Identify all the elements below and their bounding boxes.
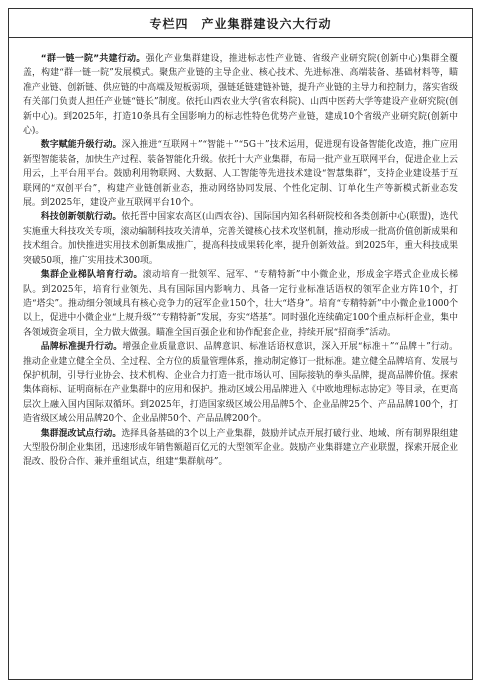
paragraph-text: 强化产业集群建设，推进标志性产业链、省级产业研究院(创新中心)集群全覆盖，构建“群一链一院”发展模式。聚焦产业链的主导企业、核心技术、先进标准、高端装备、基础材料等，瞄准产业链、创新链、供应链的中高端及短板弱项，强链延链建链补链，提升产业链的主导力和控制力，落实省级有关部门负责人担任产业链“链长”制度。依托山西农业大学(省农科院)、山西中医药大学等建设产业研究院(创新中心)。到2025年，打造10条具有全国影响力的标志性特色优势产业链，建成10个省级产业研究院(创新中心)。 bbox=[23, 54, 459, 137]
paragraph-text: 选择具备基础的3个以上产业集群，鼓励并试点开展打破行业、地域、所有制界限组建大型股份制企业集团，迅速形成年销售额超百亿元的大型领军企业。鼓励产业集群建立产业联盟，探索开展企业混改、股份合作、兼并重组试点，组建“集群航母”。 bbox=[23, 428, 458, 468]
paragraph-brand-standard bbox=[23, 340, 458, 426]
paragraph-tech-innovation bbox=[23, 210, 458, 268]
column-box bbox=[8, 8, 473, 680]
paragraph-lead: 集群企业梯队培育行动。 bbox=[40, 270, 143, 281]
paragraph-lead: 数字赋能升级行动。 bbox=[40, 140, 122, 151]
paragraph-group-chain-institute bbox=[23, 52, 458, 138]
paragraph-text: 滚动培育一批领军、冠军、“专精特新”中小微企业，形成金字塔式企业成长梯队。到2025年，培育行业领先、具有国际国内影响力、具备一定行业标准话语权的领军企业方阵10个，打造“塔尖”。推动细分领域具有核心竞争力的冠军企业150个，壮大“塔身”。培育“专精特新”中小微企业1000个以上，促进中小微企业“上规升级”“专精特新”发展，夯实“塔基”。同时强化连续确定100个重点标杆企业，集中各领域资金项目，全力做大做强。瞄准全国百强企业和协作配套企业，持续开展“招商季”活动。 bbox=[23, 270, 458, 338]
paragraph-text: 深入推进“互联网＋”“智能＋”“5G＋”技术运用，促进现有设备智能化改造，推广应用新型智能装备，加快生产过程、装备智能化升级。依托十大产业集群，布局一批产业互联网平台，促进企业上云用云，上平台用平台。鼓励利用物联网、大数据、人工智能等先进技术建设“智慧集群”，支持企业建设基于互联网的“双创平台”，构建产业链创新业态，推动网络协同发展、个性化定制、订单化生产等新模式新业态发展。到2025年，建设产业互联网平台10个。 bbox=[23, 140, 458, 209]
paragraph-enterprise-echelon bbox=[23, 268, 458, 340]
paragraph-lead: 集群混改试点行动。 bbox=[40, 428, 122, 439]
column-title: 专栏四 产业集群建设六大行动 bbox=[149, 16, 332, 31]
paragraph-lead: 科技创新领航行动。 bbox=[40, 212, 122, 223]
paragraph-text: 依托晋中国家农高区(山西农谷)、国际国内知名科研院校和各类创新中心(联盟)，选代实施重大科技攻关专项，滚动编制科技攻关清单，完善关键核心技术攻坚机制，推动形成一批高价值创新成果和技术组合。加快推进实用技术创新集成推广，提高科技成果转化率，提升创新效益。到2025年，重大科技成果突破50项，推广实用技术300项。 bbox=[23, 212, 458, 266]
paragraph-lead: 品牌标准提升行动。 bbox=[40, 342, 123, 353]
column-body bbox=[9, 38, 472, 476]
paragraph-digital-empowerment bbox=[23, 138, 458, 210]
title-bar bbox=[9, 9, 472, 38]
paragraph-lead: “群一链一院”共建行动。 bbox=[40, 54, 146, 64]
paragraph-text: 增强企业质量意识、品牌意识、标准话语权意识，深入开展“标准＋”“品牌＋”行动。推动企业建立健全全员、全过程、全方位的质量管理体系，推动制定修订一批标准。建立健全品牌培育、发展与保护机制，引导行业协会、技术机构、企业合力打造一批市场认可、国际接轨的拳头品牌，提高品牌价值。探索集体商标、证明商标在产业集群中的应用和保护。推动区域公用品牌进入《中欧地理标志协定》等目录，在更高层次上融入国内国际双循环。到2025年，打造国家级区域公用品牌5个、企业品牌25个、产品品牌100个，打造省级区域公用品牌20个、企业品牌50个、产品品牌200个。 bbox=[23, 342, 458, 425]
paragraph-mixed-reform bbox=[23, 427, 458, 470]
